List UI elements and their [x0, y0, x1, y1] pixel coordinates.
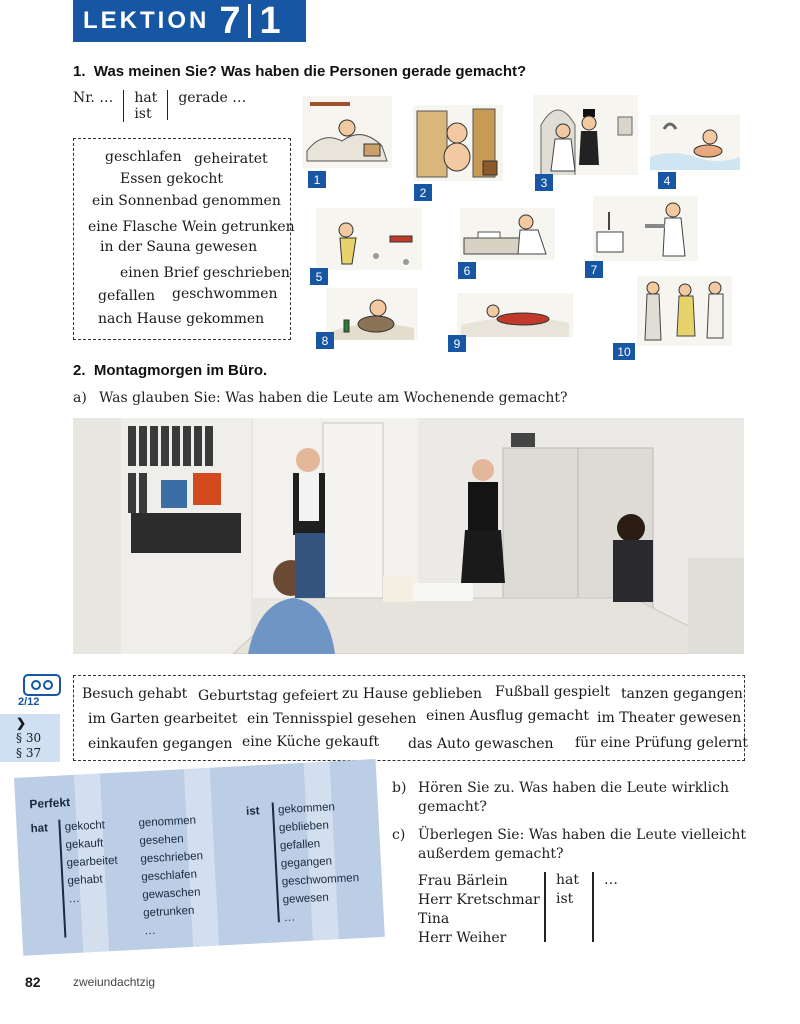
- section-ref: § 30: [16, 731, 42, 745]
- hat-divider: [58, 820, 66, 938]
- perfekt-hat-label: hat: [30, 822, 49, 836]
- ist-participle: gekommen: [277, 801, 336, 817]
- names-list: [418, 872, 540, 948]
- word-item: ein Sonnenbad genommen: [92, 193, 281, 209]
- names-hat: hat: [556, 872, 579, 888]
- illustration-4: [650, 115, 740, 170]
- activity-item: das Auto gewaschen: [408, 736, 554, 752]
- hat-participle: gesehen: [139, 833, 184, 848]
- word-item: nach Hause gekommen: [98, 311, 265, 327]
- illustration-1: [302, 96, 392, 168]
- picture-number-7: 7: [585, 261, 603, 278]
- word-item: Essen gekocht: [120, 171, 223, 187]
- person-name: Tina: [418, 911, 450, 927]
- ist-divider: [272, 802, 280, 922]
- hat-participle: gekauft: [65, 837, 104, 852]
- illustration-6: [460, 208, 555, 260]
- person-name: Herr Kretschmar: [418, 892, 540, 908]
- ist-participle: gegangen: [280, 855, 333, 871]
- section-reference-box: [0, 714, 60, 762]
- hat-participle: …: [143, 924, 157, 938]
- word-item: geheiratet: [194, 151, 268, 167]
- illustration-9: [457, 293, 573, 337]
- word-item: eine Flasche Wein getrunken: [88, 219, 295, 235]
- word-item: einen Brief geschrieben: [120, 265, 290, 281]
- page-number: 82: [25, 974, 41, 990]
- illustration-2: [413, 105, 503, 181]
- lesson-sub-number: 1: [259, 0, 281, 42]
- grid-col-gerade: gerade …: [167, 90, 256, 120]
- exercise2a-label: a): [73, 390, 87, 406]
- hat-participle: getrunken: [142, 904, 195, 920]
- hat-participle: geschrieben: [140, 850, 204, 866]
- exercise2c-text-line1: Überlegen Sie: Was haben die Leute vielleicht: [418, 827, 746, 843]
- ist-participle: …: [283, 911, 296, 925]
- activities-box: [73, 675, 748, 761]
- perfekt-ist-label: ist: [245, 805, 260, 818]
- picture-number-2: 2: [414, 184, 432, 201]
- word-box: [73, 138, 295, 340]
- hat-participle: gehabt: [67, 873, 103, 888]
- lesson-header: [73, 0, 306, 42]
- exercise2c-text-line2: außerdem gemacht?: [418, 846, 564, 862]
- word-item: geschlafen: [105, 149, 182, 165]
- lesson-divider: [248, 4, 251, 38]
- activity-item: zu Hause geblieben: [342, 686, 483, 702]
- illustration-8: [326, 288, 418, 340]
- grid-col-nr: Nr. …: [73, 90, 114, 106]
- exercise2c-label: c): [392, 827, 406, 843]
- person-name: Herr Weiher: [418, 930, 507, 946]
- activity-item: im Garten gearbeitet: [88, 711, 238, 727]
- person-name: Frau Bärlein: [418, 873, 508, 889]
- names-divider-2: [592, 872, 594, 942]
- perfekt-title: Perfekt: [29, 795, 71, 812]
- answer-grid: [73, 90, 256, 122]
- illustration-7: [593, 196, 698, 261]
- word-item: in der Sauna gewesen: [100, 239, 258, 255]
- grid-ist: ist: [134, 106, 152, 122]
- illustration-3: [533, 95, 638, 175]
- hat-participle: gearbeitet: [66, 854, 118, 870]
- activity-item: einkaufen gegangen: [88, 736, 233, 752]
- picture-number-1: 1: [308, 171, 326, 188]
- activity-item: Fußball gespielt: [495, 684, 611, 700]
- exercise2b-text-line2: gemacht?: [418, 799, 487, 815]
- names-divider-1: [544, 872, 546, 942]
- exercise2-heading: 2. Montagmorgen im Büro.: [73, 362, 268, 379]
- chevron-right-icon: ❯: [16, 716, 27, 730]
- picture-number-10: 10: [613, 343, 635, 360]
- hat-participle: geschlafen: [141, 868, 198, 884]
- office-photo: [73, 418, 744, 654]
- activity-item: im Theater gewesen: [597, 710, 742, 726]
- ist-participle: gewesen: [282, 891, 330, 907]
- lesson-word: LEKTION: [83, 7, 210, 34]
- word-item: gefallen: [98, 288, 156, 304]
- exercise2b-text-line1: Hören Sie zu. Was haben die Leute wirklich: [418, 780, 729, 796]
- grid-col-aux: [123, 90, 167, 122]
- activity-item: für eine Prüfung gelernt: [575, 735, 748, 751]
- picture-number-4: 4: [658, 172, 676, 189]
- picture-number-8: 8: [316, 332, 334, 349]
- activity-item: Besuch gehabt: [82, 686, 188, 702]
- names-ist: ist: [556, 891, 574, 907]
- exercise2b-label: b): [392, 780, 407, 796]
- ist-participle: gefallen: [279, 838, 321, 853]
- hat-participle: …: [68, 892, 81, 906]
- picture-number-9: 9: [448, 335, 466, 352]
- ist-participle: geblieben: [278, 819, 330, 835]
- illustration-10: [637, 276, 732, 346]
- illustration-5: [316, 208, 422, 270]
- track-label: 2/12: [18, 696, 40, 708]
- card-stripe: [304, 761, 339, 940]
- hat-participle: gekocht: [64, 819, 106, 834]
- cd-icon: [20, 672, 64, 698]
- activity-item: tanzen gegangen: [621, 686, 743, 702]
- perfekt-grammar-card: [14, 759, 385, 956]
- exercise2a-text: Was glauben Sie: Was haben die Leute am Wochenende gemacht?: [99, 390, 568, 406]
- ist-participle: geschwommen: [281, 872, 360, 889]
- section-ref: § 37: [16, 746, 42, 760]
- names-dots: …: [604, 872, 618, 888]
- exercise1-heading: 1. Was meinen Sie? Was haben die Personen gerade gemacht?: [73, 63, 527, 80]
- picture-number-5: 5: [310, 268, 328, 285]
- word-item: geschwommen: [172, 286, 278, 302]
- grid-hat: hat: [134, 90, 158, 106]
- picture-number-6: 6: [458, 262, 476, 279]
- activity-item: Geburtstag gefeiert: [198, 688, 339, 704]
- activity-item: ein Tennisspiel gesehen: [247, 711, 417, 727]
- hat-participle: genommen: [138, 814, 197, 830]
- activity-item: einen Ausflug gemacht: [426, 708, 589, 724]
- lesson-number: 7: [219, 0, 241, 42]
- activity-item: eine Küche gekauft: [242, 734, 380, 750]
- page-number-word: zweiundachtzig: [73, 975, 156, 989]
- hat-participle: gewaschen: [142, 886, 201, 902]
- picture-number-3: 3: [535, 174, 553, 191]
